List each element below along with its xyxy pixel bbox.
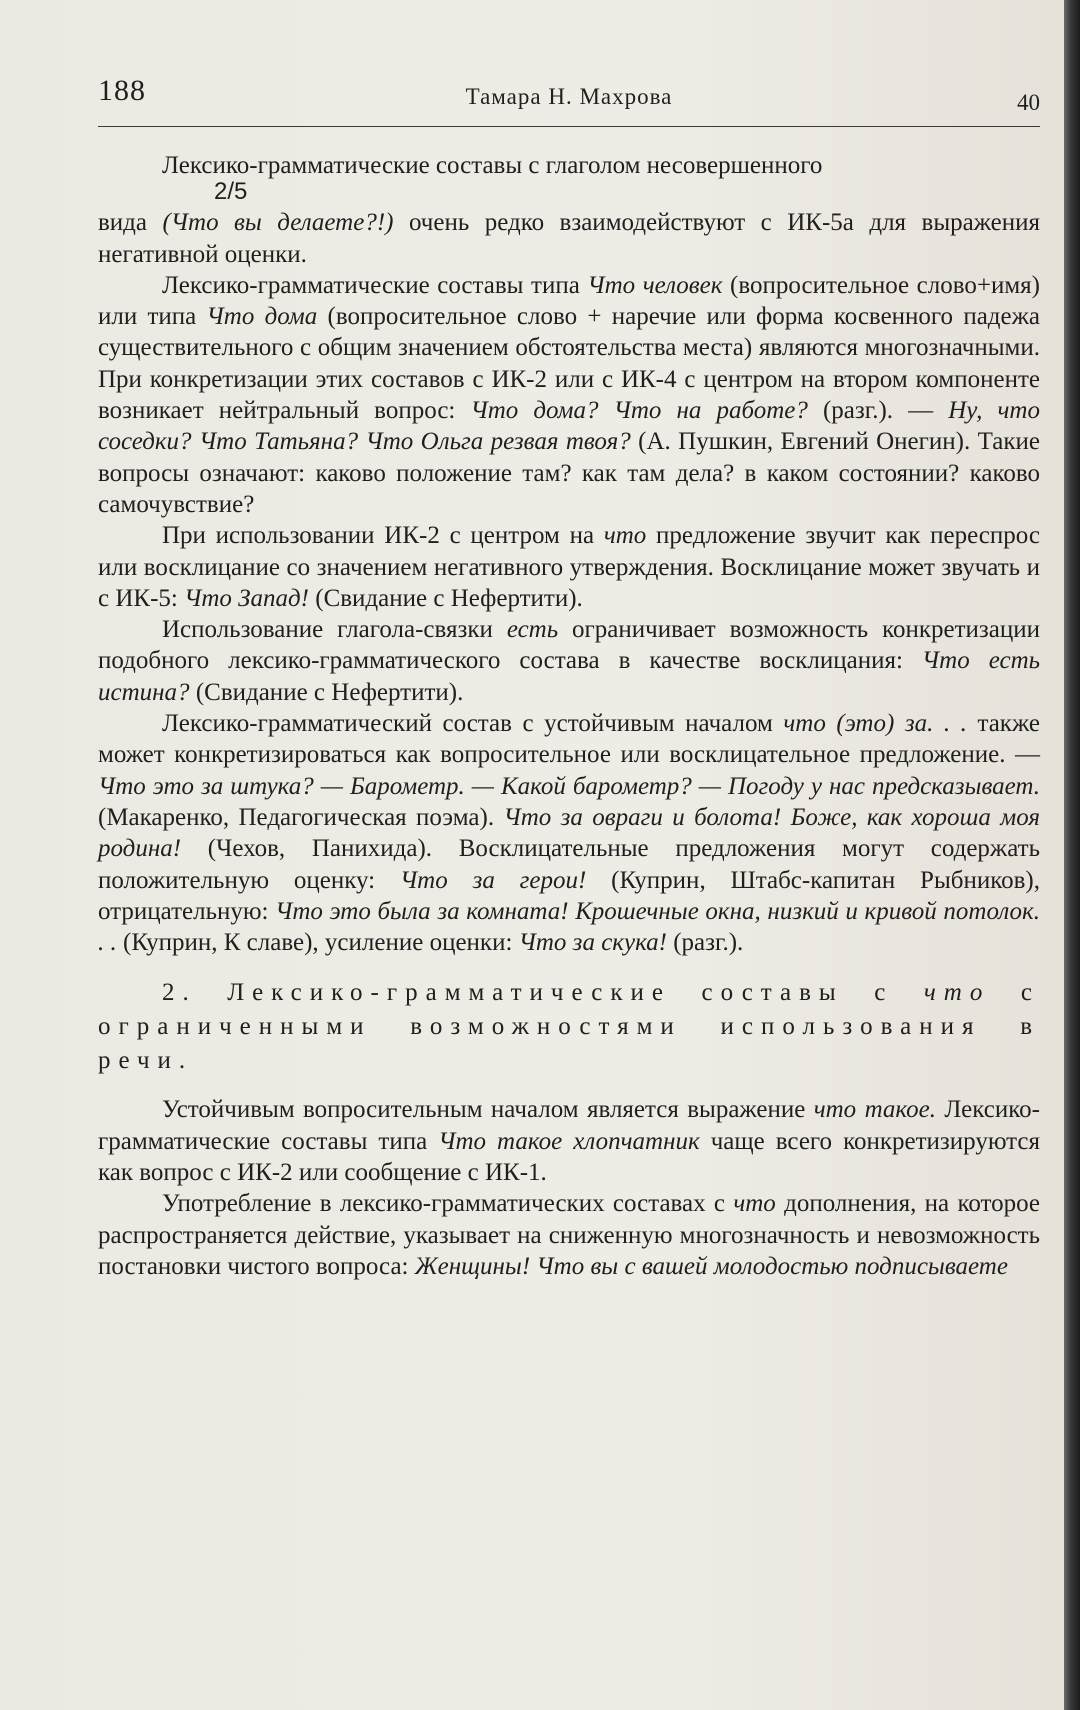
page-header	[98, 74, 1040, 126]
paragraph-5: Лексико-грамматический состав с устойчивым началом что (это) за. . . также может конкретизироваться как вопросительное или восклицательное предложение. — Что это за штука? — Барометр. — Какой барометр? — Погоду у нас предсказывает. (Макаренко, Педагогическая поэма). Что за овраги и болота! Боже, как хороша моя родина! (Чехов, Панихида). Восклицательные предложения могут содержать положительную оценку: Что за герои! (Куприн, Штабс-капитан Рыбников), отрицательную: Что это была за комната! Крошечные окна, низкий и кривой потолок. . . (Куприн, К славе), усиление оценки: Что за скука! (разг.).	[98, 710, 1040, 957]
section-heading: 2. Лексико-грамматические составы с что с ограниченными возможностями использования в речи.	[98, 979, 1040, 1075]
margin-number: 40	[1017, 90, 1040, 115]
paragraph-6: Устойчивым вопросительным началом является выражение что такое. Лексико-грамматические составы типа Что такое хлопчатник чаще всего конкретизируются как вопрос с ИК-2 или сообщение с ИК-1.	[98, 1096, 1040, 1187]
paragraph-7: Употребление в лексико-грамматических составах с что дополнения, на которое распространяется действие, указывает на сниженную многозначность и невозможность постановки чистого вопроса: Женщины! Что вы с вашей молодостью подписываете	[98, 1190, 1040, 1280]
header-rule	[98, 126, 1040, 127]
paragraph-1: Лексико-грамматические составы с глаголом несовершенного 2/5 вида (Что вы делаете?!) очень редко взаимодействуют с ИК-5а для выражения негативной оценки.	[98, 152, 1041, 268]
paragraph-4: Использование глагола-связки есть ограничивает возможность конкретизации подобного лексико-грамматического состава в качестве восклицания: Что есть истина? (Свидание с Нефертити).	[98, 616, 1041, 706]
paragraph-2: Лексико-грамматические составы типа Что человек (вопросительное слово+имя) или типа Что дома (вопросительное слово + наречие или форма косвенного падежа существительного с общим значением обстоятельства места) являются многозначными. При конкретизации этих составов с ИК-2 или с ИК-4 с центром на втором компоненте возникает нейтральный вопрос: Что дома? Что на работе? (разг.). — Ну, что соседки? Что Татьяна? Что Ольга резвая твоя? (А. Пушкин, Евгений Онегин). Такие вопросы означают: каково положение там? как там дела? в каком состоянии? каково самочувствие?	[98, 271, 1041, 518]
page-number: 188	[98, 74, 146, 107]
handwritten-fraction: 2/5	[214, 178, 248, 206]
page-body	[98, 150, 1040, 1282]
running-title: Тамара Н. Махрова	[465, 84, 673, 109]
paragraph-3: При использовании ИК-2 с центром на что предложение звучит как переспрос или восклицание со значением негативного утверждения. Восклицание может звучать и с ИК-5: Что Запад! (Свидание с Нефертити).	[98, 522, 1040, 612]
page-edge-shadow	[1064, 0, 1080, 1710]
paragraph-1-line-1: Лексико-грамматические составы с глаголом несовершенного	[162, 152, 823, 179]
